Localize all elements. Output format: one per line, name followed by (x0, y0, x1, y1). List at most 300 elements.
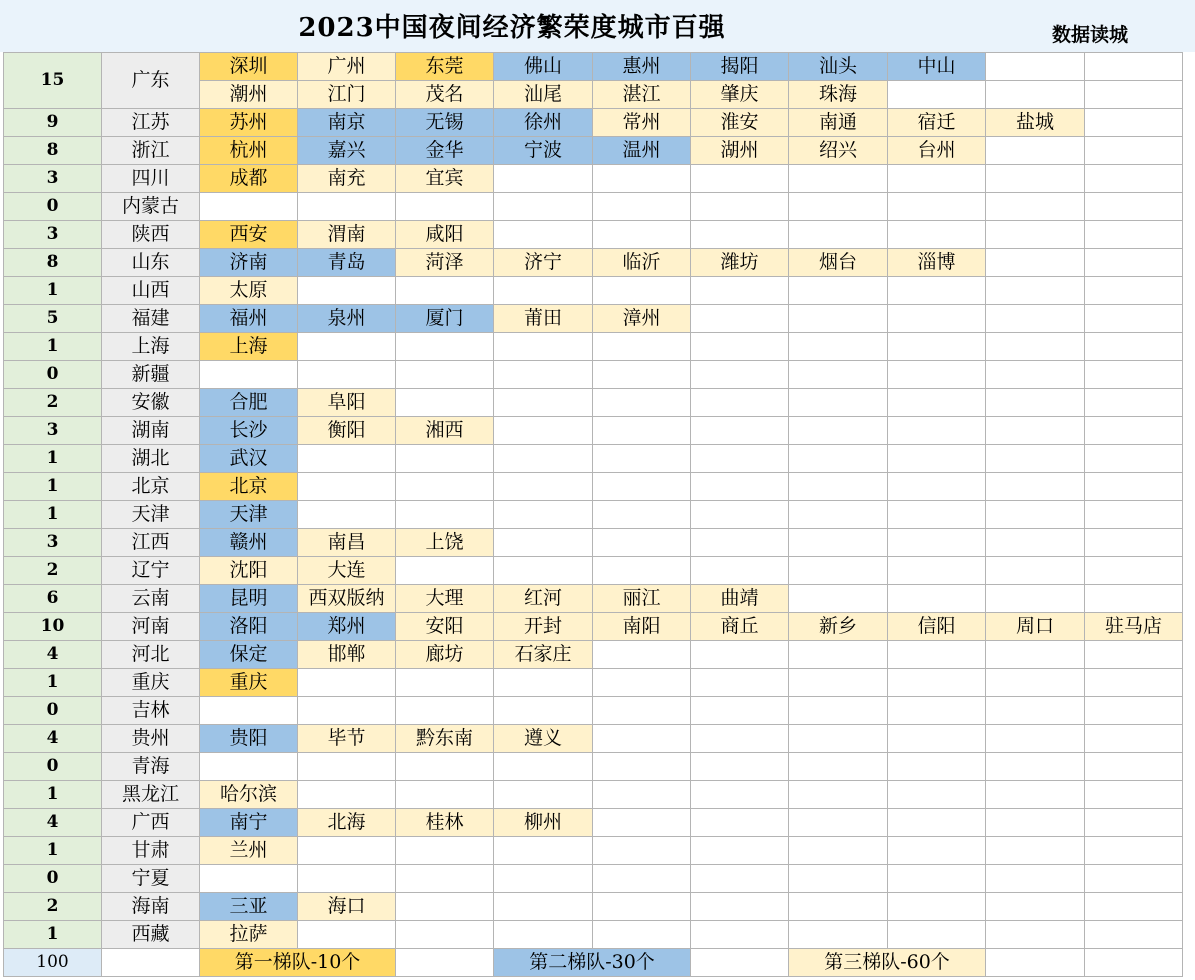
city-cell: 茂名 (396, 81, 494, 109)
empty-cell (1085, 305, 1183, 333)
empty-cell (494, 837, 593, 865)
province-row (4, 361, 1183, 389)
city-cell: 长沙 (200, 417, 298, 445)
province-name: 宁夏 (102, 865, 200, 893)
empty-cell (1085, 109, 1183, 137)
empty-cell (494, 501, 593, 529)
city-cell: 珠海 (789, 81, 888, 109)
city-cell: 北京 (200, 473, 298, 501)
city-cell: 南通 (789, 109, 888, 137)
city-cell: 信阳 (888, 613, 986, 641)
empty-cell (789, 193, 888, 221)
empty-cell (396, 333, 494, 361)
empty-cell (494, 529, 593, 557)
empty-cell (691, 277, 789, 305)
province-name: 陕西 (102, 221, 200, 249)
city-cell: 丽江 (593, 585, 691, 613)
empty-cell (1085, 81, 1183, 109)
city-count: 1 (4, 277, 102, 305)
empty-cell (888, 557, 986, 585)
empty-cell (789, 585, 888, 613)
empty-cell (298, 361, 396, 389)
city-count: 6 (4, 585, 102, 613)
empty-cell (396, 893, 494, 921)
empty-cell (888, 921, 986, 949)
empty-cell (888, 361, 986, 389)
province-row (4, 781, 1183, 809)
empty-cell (494, 697, 593, 725)
empty-cell (691, 641, 789, 669)
empty-cell (986, 529, 1085, 557)
city-cell: 武汉 (200, 445, 298, 473)
city-count: 3 (4, 417, 102, 445)
legend-spacer (1085, 949, 1183, 977)
empty-cell (888, 753, 986, 781)
empty-cell (1085, 445, 1183, 473)
province-name: 河南 (102, 613, 200, 641)
empty-cell (789, 305, 888, 333)
empty-cell (789, 781, 888, 809)
city-cell: 海口 (298, 893, 396, 921)
province-row (4, 669, 1183, 697)
empty-cell (1085, 781, 1183, 809)
empty-cell (1085, 277, 1183, 305)
city-cell: 台州 (888, 137, 986, 165)
city-count: 4 (4, 809, 102, 837)
city-cell: 柳州 (494, 809, 593, 837)
empty-cell (396, 361, 494, 389)
empty-cell (298, 837, 396, 865)
empty-cell (986, 249, 1085, 277)
city-cell: 商丘 (691, 613, 789, 641)
city-count: 1 (4, 501, 102, 529)
empty-cell (200, 697, 298, 725)
city-cell: 淮安 (691, 109, 789, 137)
city-cell: 北海 (298, 809, 396, 837)
empty-cell (986, 809, 1085, 837)
province-row (4, 865, 1183, 893)
legend-tier1: 第一梯队-10个 (200, 949, 396, 977)
empty-cell (593, 921, 691, 949)
city-cell: 黔东南 (396, 725, 494, 753)
city-cell: 佛山 (494, 53, 593, 81)
city-count: 1 (4, 445, 102, 473)
city-count: 10 (4, 613, 102, 641)
empty-cell (789, 361, 888, 389)
city-cell: 天津 (200, 501, 298, 529)
header-bar (0, 0, 1195, 52)
city-cell: 上饶 (396, 529, 494, 557)
empty-cell (1085, 501, 1183, 529)
empty-cell (888, 165, 986, 193)
empty-cell (396, 669, 494, 697)
empty-cell (691, 361, 789, 389)
empty-cell (298, 501, 396, 529)
empty-cell (691, 557, 789, 585)
city-cell: 毕节 (298, 725, 396, 753)
empty-cell (888, 865, 986, 893)
province-row (4, 501, 1183, 529)
city-cell: 西双版纳 (298, 585, 396, 613)
city-cell: 赣州 (200, 529, 298, 557)
city-cell: 潍坊 (691, 249, 789, 277)
empty-cell (396, 697, 494, 725)
empty-cell (396, 753, 494, 781)
empty-cell (691, 445, 789, 473)
city-count: 4 (4, 725, 102, 753)
empty-cell (593, 725, 691, 753)
empty-cell (298, 865, 396, 893)
city-cell: 遵义 (494, 725, 593, 753)
city-cell: 盐城 (986, 109, 1085, 137)
empty-cell (494, 473, 593, 501)
province-row (4, 557, 1183, 585)
city-cell: 周口 (986, 613, 1085, 641)
empty-cell (1085, 753, 1183, 781)
empty-cell (494, 221, 593, 249)
empty-cell (888, 725, 986, 753)
city-count: 9 (4, 109, 102, 137)
page-title: 2023中国夜间经济繁荣度城市百强 (298, 13, 726, 43)
empty-cell (986, 361, 1085, 389)
empty-cell (593, 697, 691, 725)
empty-cell (494, 921, 593, 949)
empty-cell (1085, 221, 1183, 249)
city-count: 15 (4, 53, 102, 109)
city-cell: 洛阳 (200, 613, 298, 641)
empty-cell (691, 165, 789, 193)
province-name: 海南 (102, 893, 200, 921)
city-cell: 沈阳 (200, 557, 298, 585)
empty-cell (789, 165, 888, 193)
province-row (4, 193, 1183, 221)
city-count: 0 (4, 697, 102, 725)
empty-cell (789, 529, 888, 557)
empty-cell (298, 333, 396, 361)
empty-cell (494, 361, 593, 389)
empty-cell (593, 501, 691, 529)
source-label: 数据读城 (1052, 24, 1129, 46)
province-name: 天津 (102, 501, 200, 529)
province-name: 青海 (102, 753, 200, 781)
empty-cell (1085, 669, 1183, 697)
city-cell: 红河 (494, 585, 593, 613)
city-cell: 潮州 (200, 81, 298, 109)
province-name: 湖北 (102, 445, 200, 473)
empty-cell (888, 389, 986, 417)
city-cell: 莆田 (494, 305, 593, 333)
empty-cell (789, 417, 888, 445)
legend-tier2: 第二梯队-30个 (494, 949, 691, 977)
city-cell: 漳州 (593, 305, 691, 333)
empty-cell (396, 781, 494, 809)
empty-cell (494, 893, 593, 921)
city-cell: 金华 (396, 137, 494, 165)
province-row (4, 641, 1183, 669)
empty-cell (494, 277, 593, 305)
city-cell: 保定 (200, 641, 298, 669)
province-name: 贵州 (102, 725, 200, 753)
empty-cell (986, 669, 1085, 697)
province-row (4, 921, 1183, 949)
empty-cell (298, 277, 396, 305)
city-cell: 廊坊 (396, 641, 494, 669)
empty-cell (298, 781, 396, 809)
empty-cell (789, 753, 888, 781)
empty-cell (298, 669, 396, 697)
empty-cell (494, 557, 593, 585)
empty-cell (593, 333, 691, 361)
empty-cell (986, 501, 1085, 529)
city-cell: 惠州 (593, 53, 691, 81)
city-count: 0 (4, 753, 102, 781)
empty-cell (789, 641, 888, 669)
empty-cell (888, 221, 986, 249)
city-cell: 上海 (200, 333, 298, 361)
empty-cell (1085, 837, 1183, 865)
city-cell: 宜宾 (396, 165, 494, 193)
empty-cell (789, 669, 888, 697)
legend-row (4, 949, 1183, 977)
empty-cell (593, 641, 691, 669)
empty-cell (789, 921, 888, 949)
empty-cell (593, 557, 691, 585)
empty-cell (691, 725, 789, 753)
empty-cell (986, 137, 1085, 165)
legend-spacer (396, 949, 494, 977)
province-row (4, 613, 1183, 641)
empty-cell (494, 417, 593, 445)
city-cell: 曲靖 (691, 585, 789, 613)
city-cell: 大连 (298, 557, 396, 585)
city-cell: 福州 (200, 305, 298, 333)
city-cell: 驻马店 (1085, 613, 1183, 641)
empty-cell (986, 277, 1085, 305)
empty-cell (986, 473, 1085, 501)
empty-cell (888, 193, 986, 221)
empty-cell (1085, 137, 1183, 165)
empty-cell (888, 333, 986, 361)
empty-cell (396, 501, 494, 529)
province-name: 山西 (102, 277, 200, 305)
city-cell: 深圳 (200, 53, 298, 81)
city-cell: 拉萨 (200, 921, 298, 949)
empty-cell (1085, 473, 1183, 501)
city-cell: 广州 (298, 53, 396, 81)
empty-cell (986, 445, 1085, 473)
empty-cell (494, 165, 593, 193)
empty-cell (593, 837, 691, 865)
empty-cell (593, 529, 691, 557)
province-name: 黑龙江 (102, 781, 200, 809)
city-cell: 烟台 (789, 249, 888, 277)
province-name: 山东 (102, 249, 200, 277)
empty-cell (396, 193, 494, 221)
city-cell: 杭州 (200, 137, 298, 165)
province-row (4, 221, 1183, 249)
city-count: 2 (4, 389, 102, 417)
city-cell: 南昌 (298, 529, 396, 557)
empty-cell (593, 277, 691, 305)
city-cell: 淄博 (888, 249, 986, 277)
province-name: 重庆 (102, 669, 200, 697)
empty-cell (593, 361, 691, 389)
empty-cell (986, 585, 1085, 613)
city-cell: 开封 (494, 613, 593, 641)
empty-cell (888, 837, 986, 865)
empty-cell (691, 697, 789, 725)
province-name: 安徽 (102, 389, 200, 417)
city-count: 8 (4, 249, 102, 277)
province-row (4, 445, 1183, 473)
empty-cell (789, 865, 888, 893)
city-cell: 菏泽 (396, 249, 494, 277)
city-cell: 中山 (888, 53, 986, 81)
empty-cell (396, 921, 494, 949)
empty-cell (593, 893, 691, 921)
total-count: 100 (4, 949, 102, 977)
empty-cell (691, 473, 789, 501)
city-count: 1 (4, 837, 102, 865)
empty-cell (1085, 585, 1183, 613)
province-row (4, 753, 1183, 781)
city-cell: 湖州 (691, 137, 789, 165)
city-cell: 南充 (298, 165, 396, 193)
city-cell: 新乡 (789, 613, 888, 641)
empty-cell (691, 893, 789, 921)
city-count: 0 (4, 865, 102, 893)
city-count: 2 (4, 893, 102, 921)
empty-cell (691, 501, 789, 529)
city-count: 0 (4, 361, 102, 389)
province-name: 吉林 (102, 697, 200, 725)
empty-cell (494, 669, 593, 697)
city-cell: 兰州 (200, 837, 298, 865)
legend-spacer (102, 949, 200, 977)
empty-cell (200, 193, 298, 221)
empty-cell (986, 725, 1085, 753)
empty-cell (1085, 165, 1183, 193)
empty-cell (1085, 333, 1183, 361)
province-name: 云南 (102, 585, 200, 613)
empty-cell (1085, 361, 1183, 389)
city-cell: 邯郸 (298, 641, 396, 669)
empty-cell (986, 165, 1085, 193)
empty-cell (888, 445, 986, 473)
city-cell: 昆明 (200, 585, 298, 613)
empty-cell (1085, 557, 1183, 585)
city-count: 8 (4, 137, 102, 165)
city-cell: 南阳 (593, 613, 691, 641)
empty-cell (888, 641, 986, 669)
city-cell: 嘉兴 (298, 137, 396, 165)
province-name: 新疆 (102, 361, 200, 389)
empty-cell (691, 333, 789, 361)
empty-cell (593, 193, 691, 221)
province-row (4, 249, 1183, 277)
empty-cell (691, 809, 789, 837)
empty-cell (494, 753, 593, 781)
city-cell: 苏州 (200, 109, 298, 137)
empty-cell (200, 865, 298, 893)
empty-cell (396, 473, 494, 501)
empty-cell (593, 473, 691, 501)
city-cell: 南宁 (200, 809, 298, 837)
city-count: 1 (4, 669, 102, 697)
city-cell: 湛江 (593, 81, 691, 109)
legend-tier3: 第三梯队-60个 (789, 949, 986, 977)
city-count: 3 (4, 529, 102, 557)
empty-cell (396, 865, 494, 893)
empty-cell (200, 753, 298, 781)
empty-cell (396, 445, 494, 473)
province-row (4, 333, 1183, 361)
city-cell: 桂林 (396, 809, 494, 837)
province-name: 内蒙古 (102, 193, 200, 221)
city-count: 1 (4, 333, 102, 361)
city-cell: 重庆 (200, 669, 298, 697)
empty-cell (888, 893, 986, 921)
empty-cell (986, 781, 1085, 809)
empty-cell (396, 557, 494, 585)
empty-cell (986, 893, 1085, 921)
province-row (4, 165, 1183, 193)
empty-cell (494, 781, 593, 809)
empty-cell (593, 445, 691, 473)
city-cell: 厦门 (396, 305, 494, 333)
city-cell: 渭南 (298, 221, 396, 249)
empty-cell (888, 669, 986, 697)
city-cell: 常州 (593, 109, 691, 137)
city-cell: 合肥 (200, 389, 298, 417)
legend-spacer (691, 949, 789, 977)
city-count: 4 (4, 641, 102, 669)
city-count: 3 (4, 221, 102, 249)
empty-cell (200, 361, 298, 389)
empty-cell (593, 165, 691, 193)
legend-spacer (986, 949, 1085, 977)
province-row (4, 585, 1183, 613)
city-cell: 济宁 (494, 249, 593, 277)
city-cell: 贵阳 (200, 725, 298, 753)
empty-cell (1085, 697, 1183, 725)
city-cell: 阜阳 (298, 389, 396, 417)
empty-cell (888, 697, 986, 725)
city-cell: 汕头 (789, 53, 888, 81)
empty-cell (691, 417, 789, 445)
empty-cell (986, 81, 1085, 109)
empty-cell (789, 697, 888, 725)
empty-cell (593, 417, 691, 445)
province-name: 福建 (102, 305, 200, 333)
empty-cell (396, 837, 494, 865)
empty-cell (593, 781, 691, 809)
empty-cell (789, 809, 888, 837)
empty-cell (986, 53, 1085, 81)
city-count: 0 (4, 193, 102, 221)
city-cell: 温州 (593, 137, 691, 165)
city-cell: 青岛 (298, 249, 396, 277)
city-cell: 安阳 (396, 613, 494, 641)
city-cell: 郑州 (298, 613, 396, 641)
empty-cell (691, 221, 789, 249)
city-cell: 江门 (298, 81, 396, 109)
province-name: 甘肃 (102, 837, 200, 865)
province-name: 江苏 (102, 109, 200, 137)
empty-cell (1085, 921, 1183, 949)
empty-cell (888, 585, 986, 613)
province-row (4, 277, 1183, 305)
